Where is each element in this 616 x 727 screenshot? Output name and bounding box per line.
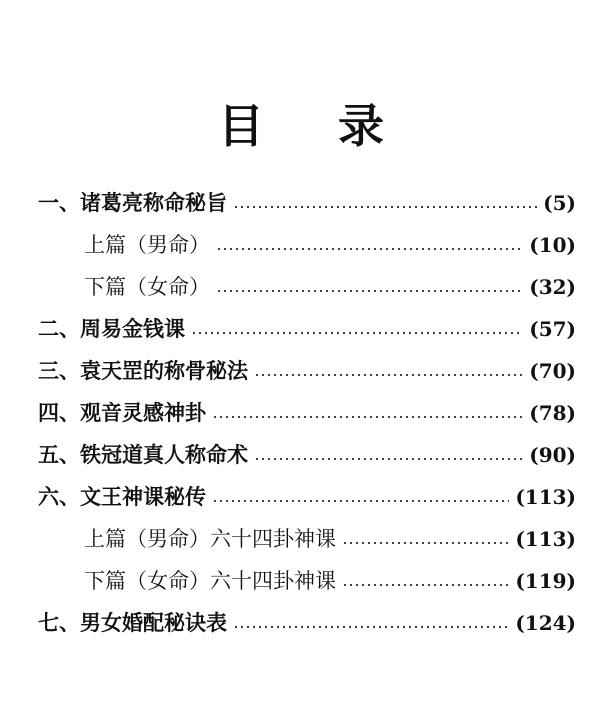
toc-entry-1[interactable] xyxy=(0,185,616,221)
toc-entry-6-sub-1[interactable] xyxy=(0,521,616,557)
dot-leader xyxy=(216,248,523,250)
toc-entry-4[interactable] xyxy=(0,395,616,431)
dot-leader xyxy=(216,290,523,292)
toc-entry-page: (113) xyxy=(515,485,576,509)
toc-entry-label: 六、文王神课秘传 xyxy=(38,485,206,509)
toc-entry-page: (124) xyxy=(515,611,576,635)
toc-entry-page: (90) xyxy=(529,443,576,467)
toc-entry-label: 下篇（女命） xyxy=(84,275,210,299)
dot-leader xyxy=(191,332,523,334)
dot-leader xyxy=(212,500,509,502)
toc-entry-1-sub-1[interactable] xyxy=(0,227,616,263)
dot-leader xyxy=(254,458,523,460)
toc-entry-page: (70) xyxy=(529,359,576,383)
toc-entry-label: 上篇（男命） xyxy=(84,233,210,257)
toc-entry-page: (57) xyxy=(529,317,576,341)
toc-entry-5[interactable] xyxy=(0,437,616,473)
toc-entry-page: (10) xyxy=(529,233,576,257)
dot-leader xyxy=(342,542,509,544)
toc-entry-1-sub-2[interactable] xyxy=(0,269,616,305)
toc-entry-6-sub-2[interactable] xyxy=(0,563,616,599)
toc-entry-label: 二、周易金钱课 xyxy=(38,317,185,341)
dot-leader xyxy=(233,206,537,208)
toc-entry-label: 四、观音灵感神卦 xyxy=(38,401,206,425)
toc-entry-label: 下篇（女命）六十四卦神课 xyxy=(84,569,336,593)
toc-entry-page: (5) xyxy=(543,191,576,215)
toc-entry-label: 上篇（男命）六十四卦神课 xyxy=(84,527,336,551)
title-char-mu: 目 xyxy=(218,99,264,153)
page-title xyxy=(0,96,616,156)
toc-entry-page: (119) xyxy=(515,569,576,593)
toc-entry-page: (78) xyxy=(529,401,576,425)
toc-entry-label: 五、铁冠道真人称命术 xyxy=(38,443,248,467)
toc-entry-3[interactable] xyxy=(0,353,616,389)
dot-leader xyxy=(212,416,523,418)
toc-entry-7[interactable] xyxy=(0,605,616,641)
toc-entry-page: (32) xyxy=(529,275,576,299)
dot-leader xyxy=(233,626,509,628)
title-char-lu: 录 xyxy=(338,99,384,153)
dot-leader xyxy=(342,584,509,586)
toc-entry-label: 三、袁天罡的称骨秘法 xyxy=(38,359,248,383)
toc-entry-2[interactable] xyxy=(0,311,616,347)
toc-entry-label: 七、男女婚配秘诀表 xyxy=(38,611,227,635)
dot-leader xyxy=(254,374,523,376)
toc-entry-6[interactable] xyxy=(0,479,616,515)
toc-entry-page: (113) xyxy=(515,527,576,551)
toc-entry-label: 一、诸葛亮称命秘旨 xyxy=(38,191,227,215)
